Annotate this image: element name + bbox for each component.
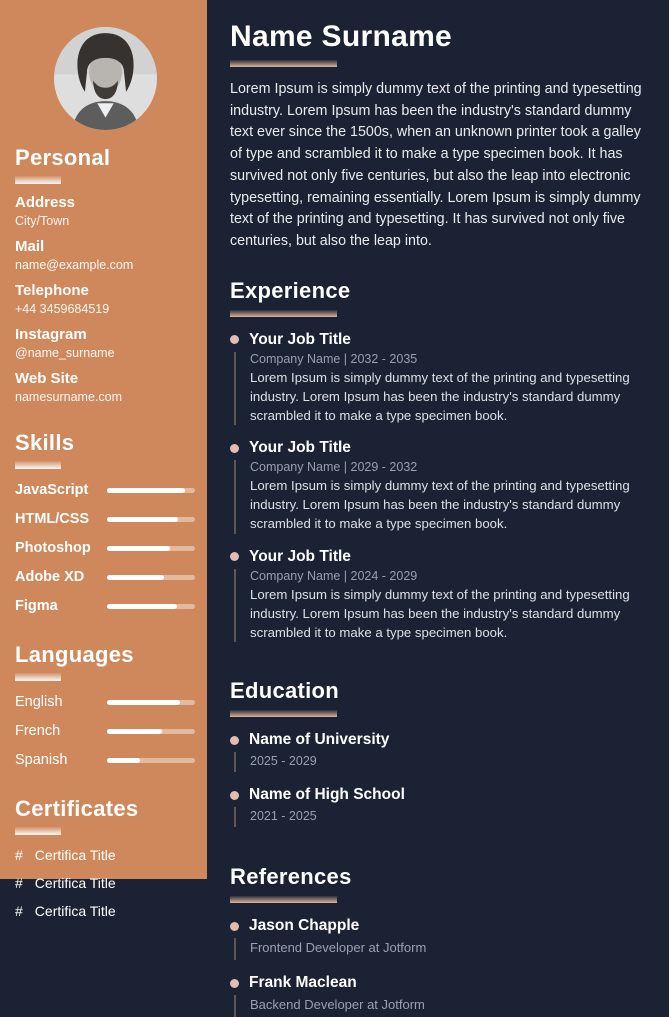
language-bar bbox=[107, 700, 195, 705]
hash-icon: # bbox=[15, 875, 23, 891]
job-title: Your Job Title bbox=[249, 330, 351, 348]
school-name: Name of University bbox=[249, 731, 390, 749]
certificate-label: Certifica Title bbox=[34, 903, 116, 919]
language-row bbox=[15, 694, 195, 710]
skills-section bbox=[15, 430, 195, 614]
language-bar-fill bbox=[107, 729, 162, 734]
skill-label: JavaScript bbox=[15, 482, 89, 498]
main-column bbox=[207, 0, 669, 1013]
skill-bar-fill bbox=[107, 488, 185, 493]
education-dates: 2021 - 2025 bbox=[250, 809, 317, 824]
heading-underline bbox=[230, 60, 337, 67]
languages-heading: Languages bbox=[15, 642, 134, 667]
experience-entry bbox=[230, 439, 645, 533]
avatar bbox=[54, 27, 157, 130]
bullet-icon bbox=[230, 791, 239, 800]
certificate-label: Certifica Title bbox=[34, 847, 116, 863]
heading-underline bbox=[15, 673, 61, 681]
language-bar bbox=[107, 729, 195, 734]
skill-label: Adobe XD bbox=[15, 569, 85, 585]
experience-section bbox=[230, 278, 645, 642]
company-and-dates: Company Name | 2024 - 2029 bbox=[250, 568, 418, 583]
language-bar-fill bbox=[107, 758, 140, 763]
education-entry bbox=[230, 731, 645, 772]
entry-details bbox=[234, 752, 645, 772]
skill-label: HTML/CSS bbox=[15, 511, 90, 527]
skill-row bbox=[15, 540, 195, 556]
contact-value: namesurname.com bbox=[15, 390, 122, 404]
job-title: Your Job Title bbox=[249, 547, 351, 565]
entry-details bbox=[234, 352, 645, 425]
bullet-icon bbox=[230, 736, 239, 745]
education-heading: Education bbox=[230, 678, 340, 704]
references-heading: References bbox=[230, 864, 352, 890]
skill-row bbox=[15, 598, 195, 614]
education-dates: 2025 - 2029 bbox=[250, 754, 317, 769]
skill-bar bbox=[107, 517, 195, 522]
skill-bar bbox=[107, 546, 195, 551]
language-row bbox=[15, 723, 195, 739]
skill-bar bbox=[107, 488, 195, 493]
skill-bar-fill bbox=[107, 546, 170, 551]
skill-bar bbox=[107, 575, 195, 580]
contact-item-address bbox=[15, 194, 195, 228]
bullet-icon bbox=[230, 444, 239, 453]
skill-row bbox=[15, 482, 195, 498]
entry-details bbox=[234, 569, 645, 642]
language-label: Spanish bbox=[15, 752, 68, 768]
contact-value: @name_surname bbox=[15, 346, 115, 360]
certificate-label: Certifica Title bbox=[34, 875, 116, 891]
certificates-section bbox=[15, 796, 195, 919]
contact-item-mail bbox=[15, 238, 195, 272]
company-and-dates: Company Name | 2032 - 2035 bbox=[250, 351, 418, 366]
profile-photo-icon bbox=[54, 27, 157, 130]
contact-value: +44 3459684519 bbox=[15, 302, 110, 316]
contact-value: City/Town bbox=[15, 214, 70, 228]
heading-underline bbox=[15, 827, 61, 835]
bullet-icon bbox=[230, 552, 239, 561]
school-name: Name of High School bbox=[249, 786, 405, 804]
contact-item-instagram bbox=[15, 326, 195, 360]
experience-entry bbox=[230, 548, 645, 642]
skill-label: Figma bbox=[15, 598, 58, 614]
contact-value: name@example.com bbox=[15, 258, 134, 272]
heading-underline bbox=[230, 896, 337, 903]
skill-bar bbox=[107, 604, 195, 609]
entry-details bbox=[234, 807, 645, 827]
heading-underline bbox=[230, 310, 337, 317]
reference-entry bbox=[230, 917, 645, 960]
language-label: English bbox=[15, 694, 63, 710]
job-description: Lorem Ipsum is simply dummy text of the printing and typesetting industry. Lorem Ipsum has been the industry's standard dummy scrambled it to make a type specimen book. bbox=[250, 478, 630, 532]
reference-name: Frank Maclean bbox=[249, 974, 357, 992]
skill-row bbox=[15, 511, 195, 527]
bullet-icon bbox=[230, 922, 239, 931]
job-title: Your Job Title bbox=[249, 439, 351, 457]
contact-label: Mail bbox=[15, 238, 45, 255]
job-description: Lorem Ipsum is simply dummy text of the printing and typesetting industry. Lorem Ipsum has been the industry's standard dummy scrambled it to make a type specimen book. bbox=[250, 586, 630, 640]
contact-label: Telephone bbox=[15, 282, 89, 299]
reference-role: Frontend Developer at Jotform bbox=[250, 940, 427, 956]
experience-entry bbox=[230, 331, 645, 425]
experience-heading: Experience bbox=[230, 277, 351, 303]
heading-underline bbox=[15, 176, 61, 184]
language-bar bbox=[107, 758, 195, 763]
certificates-heading: Certificates bbox=[15, 796, 139, 821]
education-section bbox=[230, 678, 645, 827]
skill-label: Photoshop bbox=[15, 540, 91, 556]
reference-role: Backend Developer at Jotform bbox=[250, 997, 425, 1013]
reference-name: Jason Chapple bbox=[249, 917, 360, 935]
job-description: Lorem Ipsum is simply dummy text of the printing and typesetting industry. Lorem Ipsum has been the industry's standard dummy scrambled it to make a type specimen book. bbox=[250, 369, 630, 424]
skill-bar-fill bbox=[107, 575, 164, 580]
certificate-item bbox=[15, 875, 195, 891]
hash-icon: # bbox=[15, 847, 23, 863]
entry-details bbox=[234, 938, 645, 960]
language-row bbox=[15, 752, 195, 768]
language-bar-fill bbox=[107, 700, 180, 705]
skill-row bbox=[15, 569, 195, 585]
languages-section bbox=[15, 642, 195, 768]
skill-bar-fill bbox=[107, 604, 177, 609]
personal-heading: Personal bbox=[15, 145, 111, 170]
entry-details bbox=[234, 995, 645, 1017]
skill-bar-fill bbox=[107, 517, 178, 522]
sidebar bbox=[0, 0, 207, 919]
page-title: Name Surname bbox=[230, 20, 453, 53]
contact-label: Address bbox=[15, 194, 76, 211]
reference-entry bbox=[230, 974, 645, 1017]
contact-label: Web Site bbox=[15, 370, 79, 387]
bullet-icon bbox=[230, 335, 239, 344]
education-entry bbox=[230, 786, 645, 827]
personal-section bbox=[15, 145, 195, 404]
hash-icon: # bbox=[15, 903, 23, 919]
entry-details bbox=[234, 460, 645, 533]
company-and-dates: Company Name | 2029 - 2032 bbox=[250, 460, 418, 475]
heading-underline bbox=[230, 710, 337, 717]
summary-paragraph: Lorem Ipsum is simply dummy text of the printing and typesetting industry. Lorem Ipsum has been the industry's standard dummy text ever since the 1500s, when an unknown printer took a galley of type and scrambled it to make a type specimen book. It has survived not only five centuries, but also the leap into electronic typesetting, remaining essentially. Lorem Ipsum is simply dummy text of the printing and typesetting. It has survived not only five centuries, but also the leap into. bbox=[230, 81, 642, 250]
references-section bbox=[230, 864, 645, 1017]
language-label: French bbox=[15, 723, 61, 739]
certificate-item bbox=[15, 903, 195, 919]
contact-item-telephone bbox=[15, 282, 195, 316]
heading-underline bbox=[15, 461, 61, 469]
skills-heading: Skills bbox=[15, 430, 75, 455]
contact-item-website bbox=[15, 370, 195, 404]
contact-label: Instagram bbox=[15, 326, 87, 343]
certificate-item bbox=[15, 847, 195, 863]
bullet-icon bbox=[230, 979, 239, 988]
